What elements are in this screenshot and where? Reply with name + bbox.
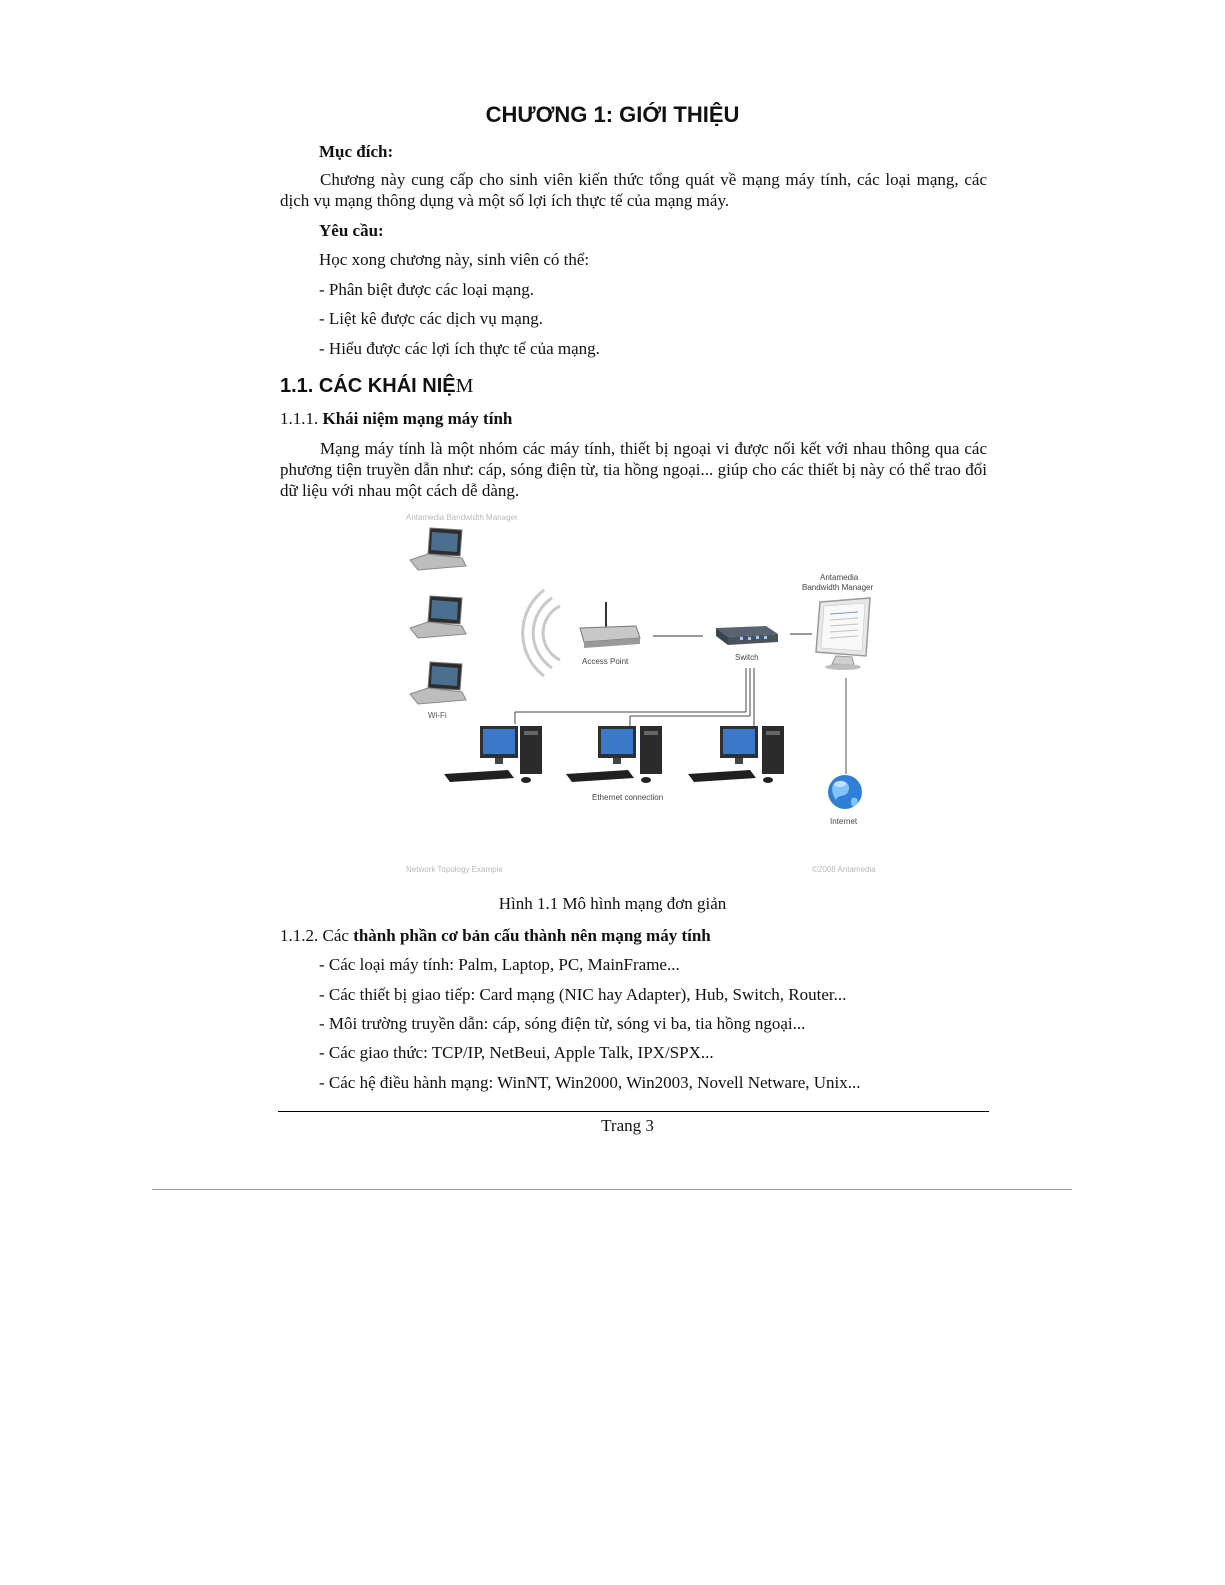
- section-1-1-2-title: thành phần cơ bản cấu thành nên mạng máy tính: [353, 926, 711, 945]
- requirement-item: - Liệt kê được các dịch vụ mạng.: [319, 309, 544, 328]
- laptop-icon: [410, 596, 466, 638]
- requirement-item: - Hiểu được các lợi ích thực tế của mạng.: [319, 339, 600, 358]
- requirement-item: - Phân biệt được các loại mạng.: [319, 280, 535, 299]
- laptop-icon: [410, 528, 466, 570]
- ethernet-label: Ethernet connection: [592, 793, 664, 802]
- section-1-1-1-text: Mạng máy tính là một nhóm các máy tính, thiết bị ngoại vi được nối kết với nhau thông qua các phương tiện truyền dẫn như: cáp, sóng điện từ, tia hồng ngoại... giúp cho các thiết bị này có thể trao đổi dữ liệu với nhau một cách dễ dàng.: [280, 439, 987, 500]
- section-1-1-2-number: 1.1.2. Các: [280, 926, 349, 945]
- desktop-computer-icon: [566, 726, 662, 783]
- component-item: - Các giao thức: TCP/IP, NetBeui, Apple Talk, IPX/SPX...: [319, 1043, 714, 1062]
- figure-bottom-left-label: Network Topology Example: [406, 865, 503, 874]
- desktop-computer-icon: [688, 726, 784, 783]
- section-1-1-1-number: 1.1.1.: [280, 409, 319, 428]
- wireless-signal-icon: [523, 590, 560, 676]
- section-1-1-1-title: Khái niệm mạng máy tính: [322, 409, 513, 428]
- manager-label-line1: Antamedia: [820, 573, 859, 582]
- component-item: - Các thiết bị giao tiếp: Card mạng (NIC hay Adapter), Hub, Switch, Router...: [319, 985, 847, 1004]
- component-item: - Môi trường truyền dẫn: cáp, sóng điện từ, sóng vi ba, tia hồng ngoại...: [319, 1014, 806, 1033]
- access-point-label: Access Point: [582, 657, 629, 666]
- figure-caption: Hình 1.1 Mô hình mạng đơn giản: [498, 894, 727, 913]
- requirements-heading: Yêu cầu:: [319, 221, 384, 240]
- purpose-text: Chương này cung cấp cho sinh viên kiến thức tổng quát về mạng máy tính, các loại mạng, các dịch vụ mạng thông dụng và một số lợi ích thực tế của mạng máy.: [280, 170, 987, 210]
- network-topology-figure: [400, 510, 900, 886]
- figure-bottom-right-label: ©2008 Antamedia: [812, 865, 876, 874]
- laptop-icon: [410, 662, 466, 704]
- wifi-label: Wi-Fi: [428, 711, 447, 720]
- globe-icon: [828, 775, 862, 809]
- switch-icon: [716, 626, 778, 645]
- chapter-title: CHƯƠNG 1: GIỚI THIỆU: [485, 102, 740, 127]
- purpose-heading: Mục đích:: [319, 142, 394, 161]
- page-separator: [152, 1189, 1072, 1190]
- section-1-1-heading: [280, 375, 473, 398]
- figure-top-label: Antamedia Bandwidth Manager: [406, 513, 518, 522]
- footer-rule: [278, 1111, 989, 1112]
- component-item: - Các hệ điều hành mạng: WinNT, Win2000, Win2003, Novell Netware, Unix...: [319, 1073, 861, 1092]
- section-1-1-title-main: 1.1. CÁC KHÁI NIỆ: [280, 375, 456, 397]
- manager-label-line2: Bandwidth Manager: [802, 583, 874, 592]
- access-point-icon: [580, 602, 640, 648]
- component-item: - Các loại máy tính: Palm, Laptop, PC, MainFrame...: [319, 955, 680, 974]
- internet-label: Internet: [830, 817, 858, 826]
- desktop-computer-icon: [444, 726, 542, 783]
- section-1-1-2-heading: [280, 925, 711, 946]
- monitor-icon: [816, 598, 870, 670]
- section-1-1-1-heading: [280, 408, 512, 429]
- ethernet-cabling: [515, 668, 754, 726]
- page-number: Trang 3: [601, 1116, 654, 1135]
- requirements-intro: Học xong chương này, sinh viên có thể:: [319, 250, 590, 269]
- switch-label: Switch: [735, 653, 759, 662]
- section-1-1-title-tail: M: [455, 375, 474, 397]
